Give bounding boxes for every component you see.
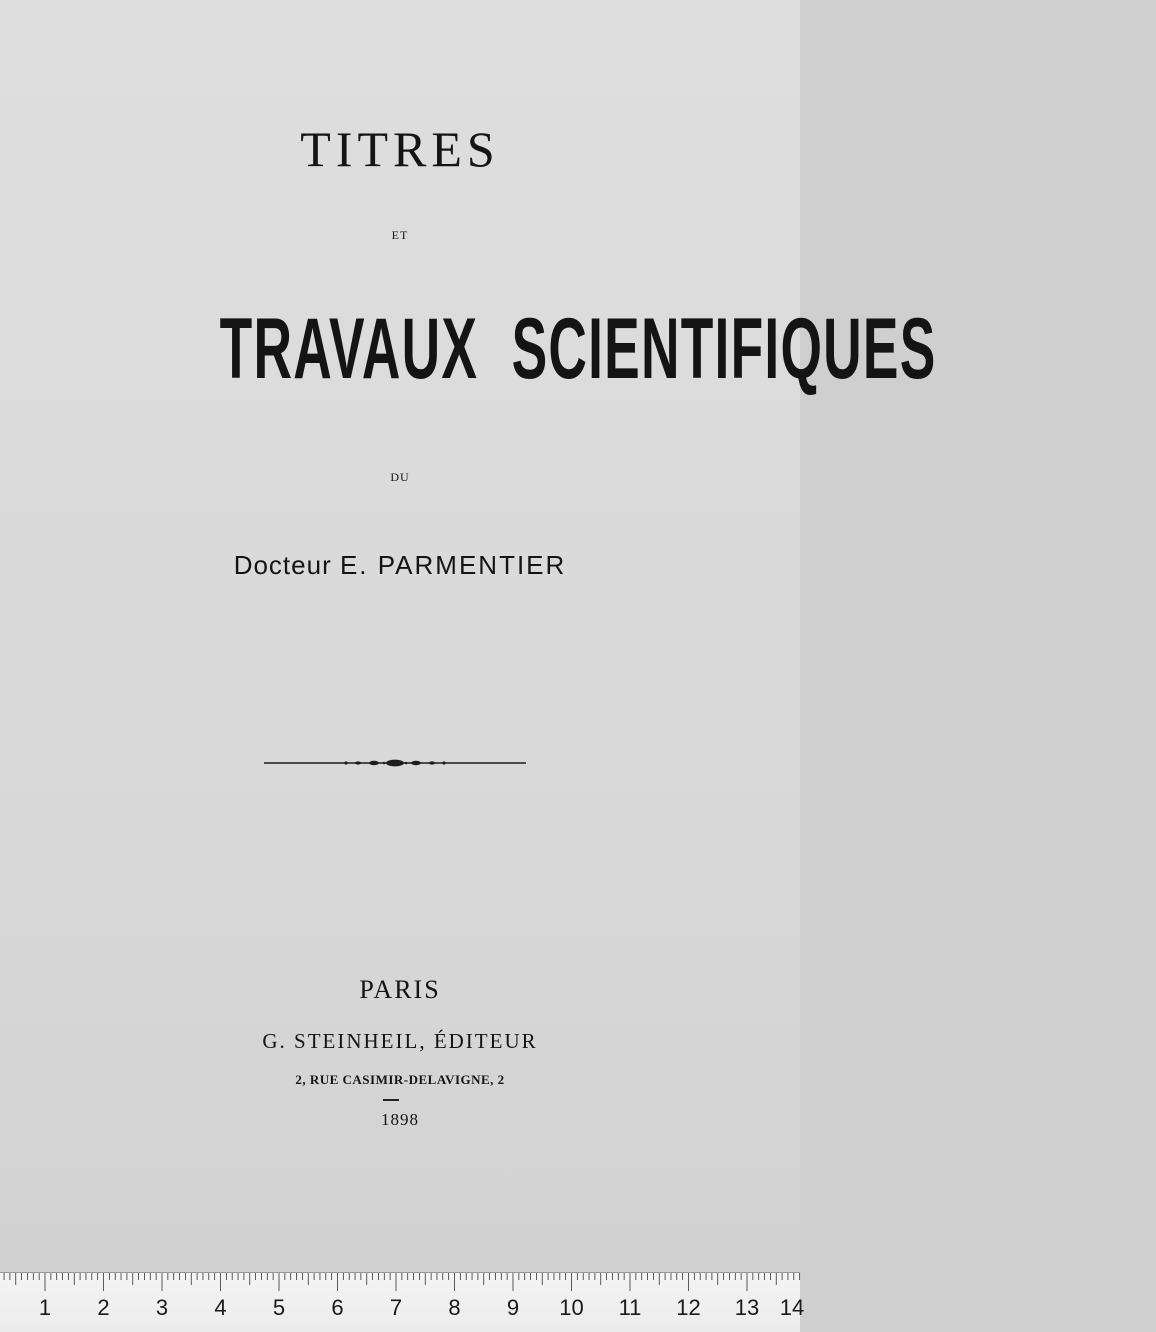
author-line <box>0 550 800 581</box>
ruler-label: 6 <box>331 1295 344 1320</box>
title-travaux-text: TRAVAUX SCIENTIFIQUES <box>219 301 937 397</box>
measuring-ruler <box>0 1272 805 1332</box>
author-prefix: Docteur <box>233 550 332 580</box>
ruler-label: 7 <box>389 1295 403 1320</box>
author-name: E. PARMENTIER <box>339 550 567 580</box>
ruler-label: 3 <box>155 1295 169 1320</box>
ruler-label: 9 <box>506 1295 520 1320</box>
ruler-label: 5 <box>272 1295 286 1320</box>
imprint-address: 2, RUE CASIMIR-DELAVIGNE, 2 <box>295 1072 505 1087</box>
ornament-rule-icon <box>262 754 528 772</box>
ruler-label: 12 <box>676 1295 701 1320</box>
imprint-dash <box>383 1099 399 1101</box>
ruler-label: 1 <box>38 1295 52 1320</box>
ruler-label: 14 <box>779 1295 805 1320</box>
ruler-label: 10 <box>559 1295 584 1320</box>
ruler-label: 8 <box>448 1295 461 1320</box>
ruler-label: 13 <box>734 1295 760 1320</box>
title-line-du: DU <box>390 470 410 484</box>
imprint-publisher: G. STEINHEIL, ÉDITEUR <box>262 1029 538 1053</box>
title-line-travaux <box>0 300 937 399</box>
title-line-et: ET <box>391 228 409 242</box>
imprint-year: 1898 <box>381 1110 419 1129</box>
ruler-label: 4 <box>214 1295 227 1320</box>
title-line-titres: TITRES <box>300 121 500 177</box>
ruler-label: 11 <box>618 1295 642 1320</box>
ruler-label: 2 <box>97 1295 110 1320</box>
imprint-city: PARIS <box>359 975 441 1004</box>
